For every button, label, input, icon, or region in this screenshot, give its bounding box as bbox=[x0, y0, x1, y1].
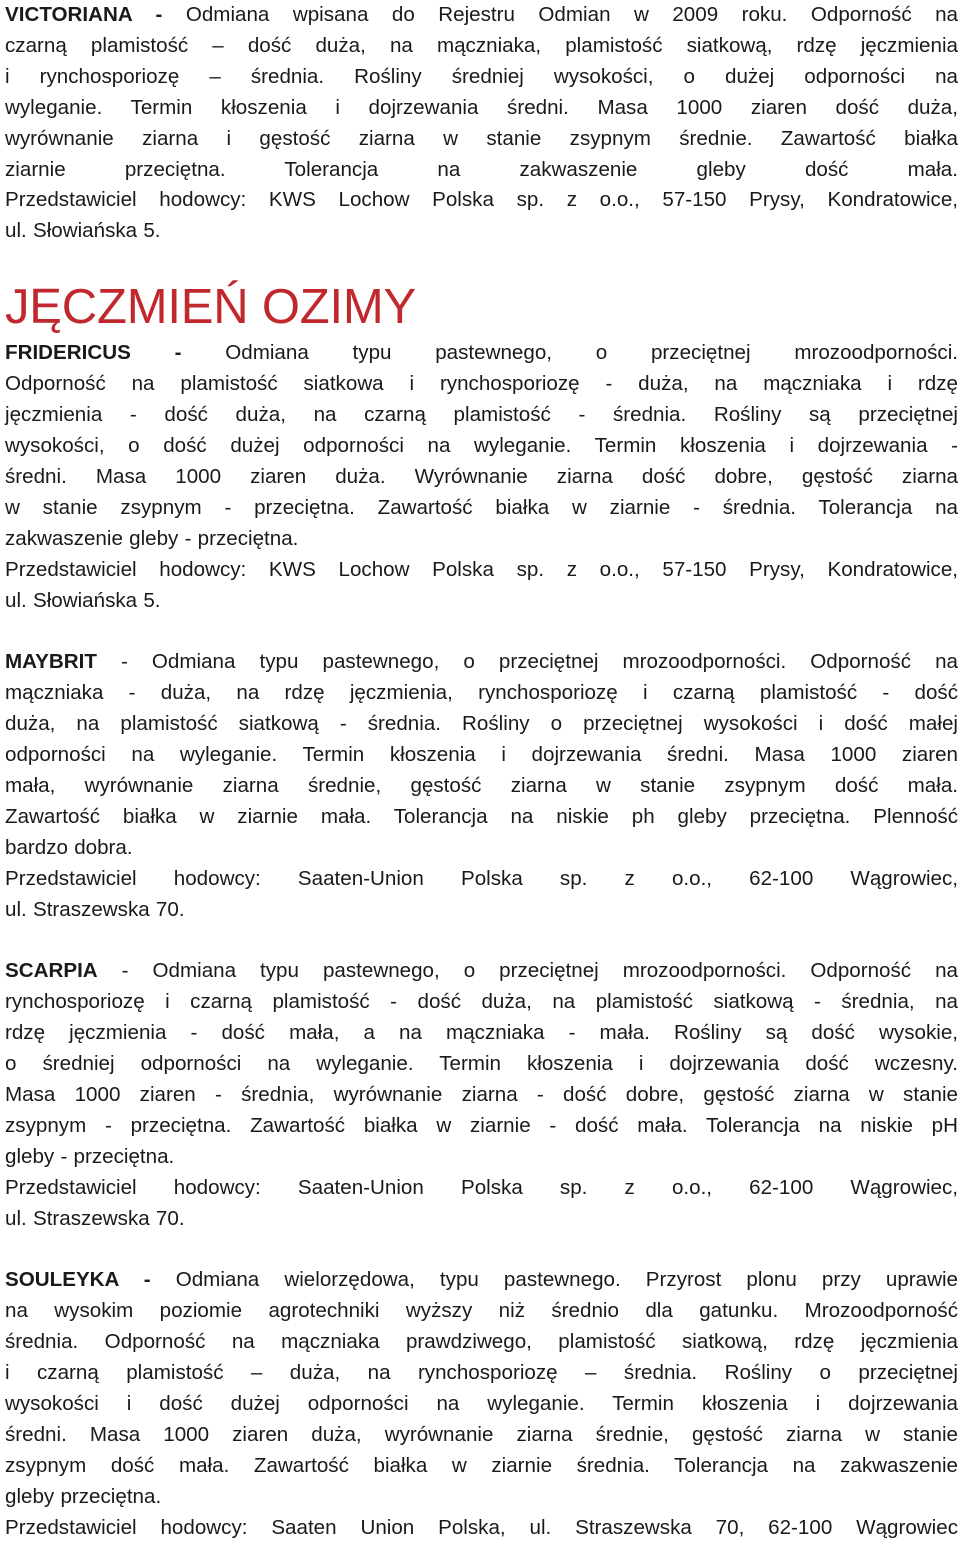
entry-line: wysokości i dość dużej odporności na wyleganie. Termin kłoszenia i dojrzewania bbox=[5, 1392, 958, 1416]
variety-name: FRIDERICUS bbox=[5, 341, 131, 365]
entry-scarpia bbox=[5, 956, 958, 1234]
entry-line: gleby - przeciętna. bbox=[5, 1144, 175, 1168]
variety-name: VICTORIANA bbox=[5, 3, 133, 26]
breeder-line: Przedstawiciel hodowcy: KWS Lochow Polska sp. z o.o., 57-150 Prysy, Kondratowice, bbox=[5, 557, 958, 581]
entry-line: średni. Masa 1000 ziaren duża, wyrównanie ziarna średnie, gęstość ziarna w stanie bbox=[5, 1422, 958, 1446]
entry-souleyka bbox=[5, 1265, 958, 1543]
breeder-address: ul. Straszewska 70. bbox=[5, 897, 185, 921]
entry-line: i rynchosporiozę – średnia. Rośliny średniej wysokości, o dużej odporności na bbox=[5, 64, 958, 88]
entry-line: duża, na plamistość siatkową - średnia. Rośliny o przeciętnej wysokości i dość małej bbox=[5, 712, 958, 736]
variety-name: SOULEYKA bbox=[5, 1268, 119, 1292]
variety-name: SCARPIA bbox=[5, 959, 98, 983]
entry-line: rdzę jęczmienia - dość mała, a na mączniaka - mała. Rośliny są dość wysokie, bbox=[5, 1021, 958, 1045]
entry-line: MAYBRIT - Odmiana typu pastewnego, o przeciętnej mrozoodporności. Odporność na bbox=[5, 650, 958, 674]
entry-line: zsypnym - przeciętna. Zawartość białka w ziarnie - dość mała. Tolerancja na niskie pH bbox=[5, 1113, 958, 1137]
entry-line: gleby przeciętna. bbox=[5, 1484, 162, 1508]
breeder-address: ul. Słowiańska 5. bbox=[5, 219, 161, 243]
entry-line: mączniaka - duża, na rdzę jęczmienia, rynchosporiozę i czarną plamistość - dość bbox=[5, 681, 958, 705]
entry-line: w stanie zsypnym - przeciętna. Zawartość białka w ziarnie - średnia. Tolerancja na bbox=[5, 495, 958, 519]
entry-line: czarną plamistość – dość duża, na mączniaka, plamistość siatkową, rdzę jęczmienia bbox=[5, 33, 958, 57]
section-heading: JĘCZMIEŃ OZIMY bbox=[5, 280, 416, 335]
breeder-address: ul. Słowiańska 5. bbox=[5, 588, 161, 612]
breeder-address: ul. Straszewska 70. bbox=[5, 1206, 185, 1230]
entry-line: ziarnie przeciętna. Tolerancja na zakwaszenie gleby dość mała. bbox=[5, 157, 958, 181]
entry-line: rynchosporiozę i czarną plamistość - dość duża, na plamistość siatkową - średnia, na bbox=[5, 990, 958, 1014]
entry-line: zakwaszenie gleby - przeciętna. bbox=[5, 526, 299, 550]
entry-line: średni. Masa 1000 ziaren duża. Wyrównanie ziarna dość dobre, gęstość ziarna bbox=[5, 464, 958, 488]
entry-line: mała, wyrównanie ziarna średnie, gęstość ziarna w stanie zsypnym dość mała. bbox=[5, 773, 958, 797]
entry-line: odporności na wyleganie. Termin kłoszenia i dojrzewania średni. Masa 1000 ziaren bbox=[5, 743, 958, 767]
variety-name: MAYBRIT bbox=[5, 650, 97, 674]
entry-line: średnia. Odporność na mączniaka prawdziwego, plamistość siatkową, rdzę jęczmienia bbox=[5, 1330, 958, 1354]
entry-line: Masa 1000 ziaren - średnia, wyrównanie ziarna - dość dobre, gęstość ziarna w stanie bbox=[5, 1082, 958, 1106]
breeder-line: Przedstawiciel hodowcy: Saaten Union Polska, ul. Straszewska 70, 62-100 Wągrowiec bbox=[5, 1515, 958, 1539]
entry-line: zsypnym dość mała. Zawartość białka w ziarnie średnia. Tolerancja na zakwaszenie bbox=[5, 1453, 958, 1477]
entry-line: jęczmienia - dość duża, na czarną plamistość - średnia. Rośliny są przeciętnej bbox=[5, 403, 958, 427]
entry-line: o średniej odporności na wyleganie. Termin kłoszenia i dojrzewania dość wczesny. bbox=[5, 1052, 958, 1076]
name-separator: - bbox=[97, 959, 153, 983]
name-separator: - bbox=[96, 650, 152, 674]
entry-maybrit bbox=[5, 647, 958, 925]
entry-victoriana bbox=[5, 0, 958, 247]
entry-line: VICTORIANA - Odmiana wpisana do Rejestru Odmian w 2009 roku. Odporność na bbox=[5, 3, 958, 26]
entry-line: wysokości, o dość dużej odporności na wyleganie. Termin kłoszenia i dojrzewania - bbox=[5, 433, 958, 457]
name-separator: - bbox=[118, 1268, 176, 1292]
breeder-line: Przedstawiciel hodowcy: KWS Lochow Polska sp. z o.o., 57-150 Prysy, Kondratowice, bbox=[5, 188, 958, 212]
breeder-line: Przedstawiciel hodowcy: Saaten-Union Polska sp. z o.o., 62-100 Wągrowiec, bbox=[5, 1175, 958, 1199]
name-separator: - bbox=[130, 341, 226, 365]
entry-line: Odporność na plamistość siatkowa i rynchosporiozę - duża, na mączniaka i rdzę bbox=[5, 372, 958, 396]
name-separator: - bbox=[132, 3, 186, 26]
entry-line: Zawartość białka w ziarnie mała. Tolerancja na niskie ph gleby przeciętna. Plenność bbox=[5, 804, 958, 828]
entry-line: wyleganie. Termin kłoszenia i dojrzewania średni. Masa 1000 ziaren dość duża, bbox=[5, 95, 958, 119]
entry-line: SCARPIA - Odmiana typu pastewnego, o przeciętnej mrozoodporności. Odporność na bbox=[5, 959, 958, 983]
entry-line: na wysokim poziomie agrotechniki wyższy niż średnio dla gatunku. Mrozoodporność bbox=[5, 1299, 958, 1323]
document-page bbox=[5, 0, 958, 1544]
entry-line: SOULEYKA - Odmiana wielorzędowa, typu pastewnego. Przyrost plonu przy uprawie bbox=[5, 1268, 958, 1292]
entry-line: bardzo dobra. bbox=[5, 835, 133, 859]
entry-line: FRIDERICUS - Odmiana typu pastewnego, o przeciętnej mrozoodporności. bbox=[5, 341, 958, 365]
entry-fridericus bbox=[5, 338, 958, 616]
entry-line: wyrównanie ziarna i gęstość ziarna w stanie zsypnym średnie. Zawartość białka bbox=[5, 126, 958, 150]
breeder-line: Przedstawiciel hodowcy: Saaten-Union Polska sp. z o.o., 62-100 Wągrowiec, bbox=[5, 866, 958, 890]
entry-line: i czarną plamistość – duża, na rynchosporiozę – średnia. Rośliny o przeciętnej bbox=[5, 1361, 958, 1385]
